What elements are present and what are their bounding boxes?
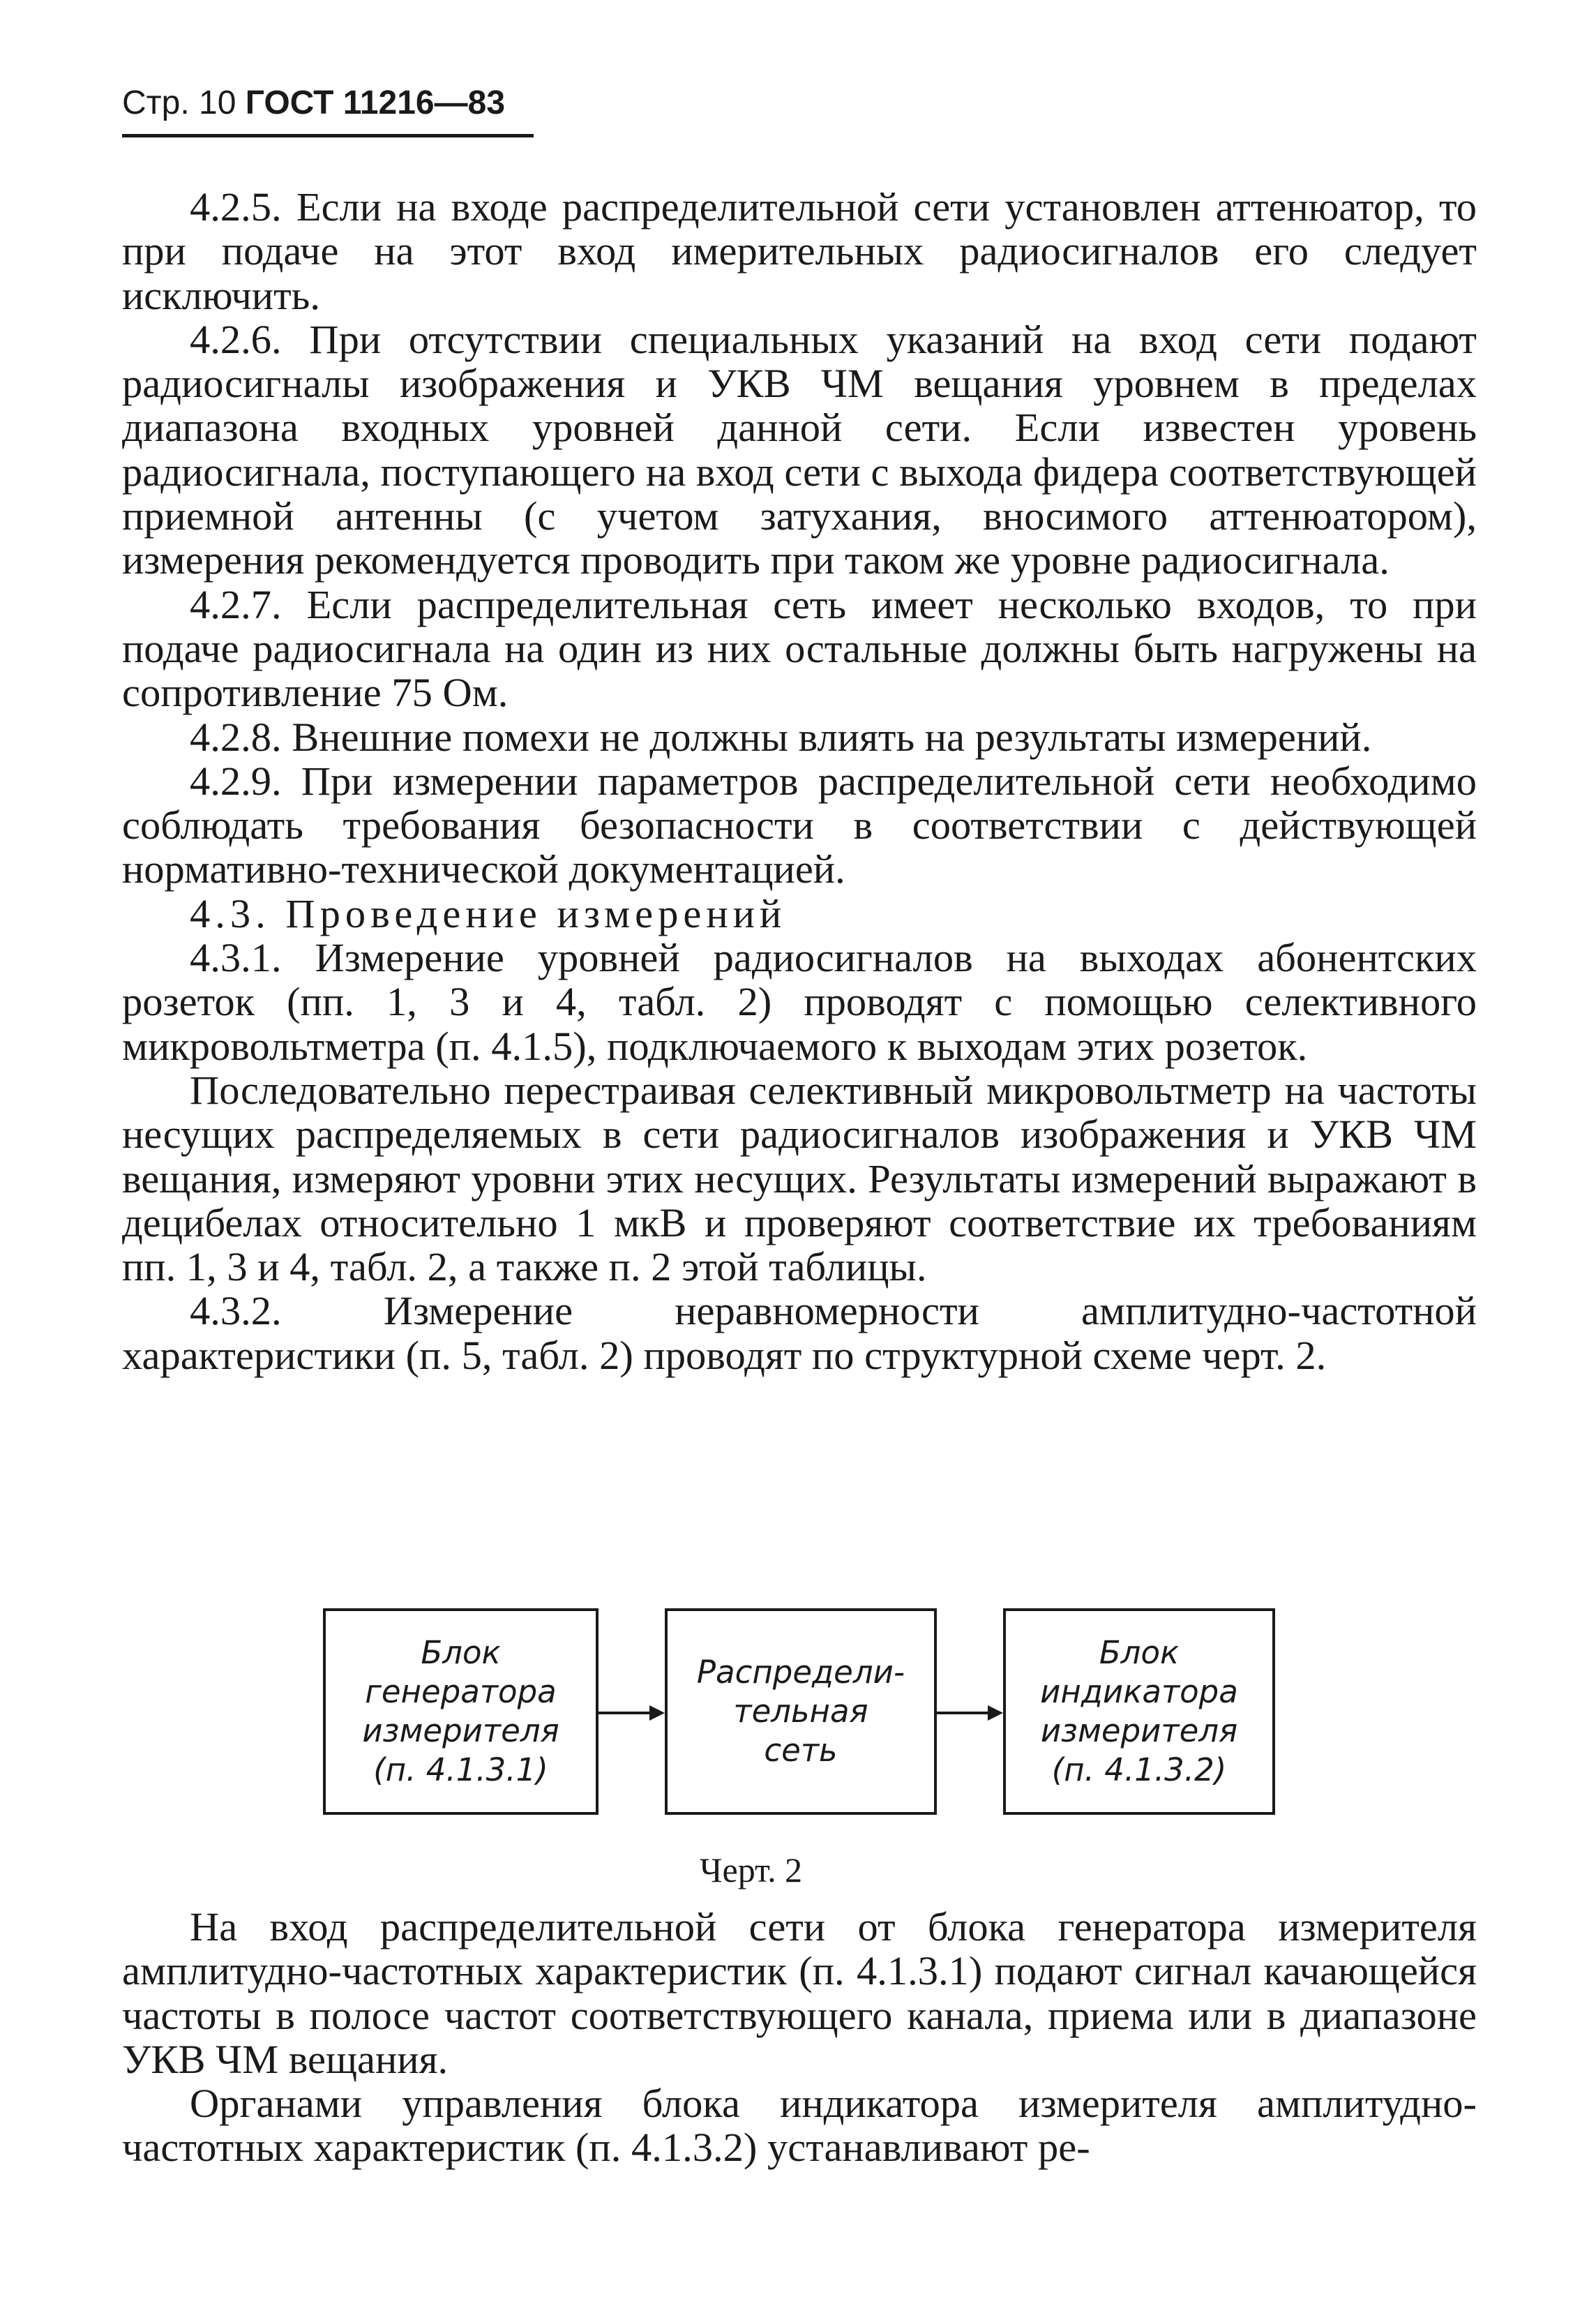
page-header	[122, 82, 505, 124]
standard-number: ГОСТ 11216—83	[245, 84, 506, 121]
paragraph-4-2-6: 4.2.6. При отсутствии специальных указаний на вход сети подают радиосигналы изображения и УКВ ЧМ вещания уровнем в пределах диапазона входных уровней данной сети. Если известен уровень радиосигнала, поступающего на вход сети с выхода фидера соответствующей приемной антенны (с учетом затухания, вносимого аттенюатором), измерения рекомендуется проводить при таком же уровне радиосигнала.	[122, 316, 1477, 583]
distribution-network-block	[665, 1608, 937, 1815]
paragraph-4-2-9: 4.2.9. При измерении параметров распределительной сети необходимо соблюдать требования безопасности в соответствии с действующей нормативно-технической документацией.	[122, 758, 1477, 892]
box-line: индикатора	[1040, 1673, 1238, 1710]
box-line: Блок	[1099, 1634, 1180, 1671]
paragraph-measurement: Последовательно перестраивая селективный микровольтметр на частоты несущих распределяемых в сети радиосигналов изображения и УКВ ЧМ вещания, измеряют уровни этих несущих. Результаты измерений выражают в децибелах относительно 1 мкВ и проверяют соответствие их требованиям пп. 1, 3 и 4, табл. 2, а также п. 2 этой таблицы.	[122, 1067, 1477, 1290]
text-block-bottom	[122, 1905, 1477, 2170]
paragraph-4-2-7: 4.2.7. Если распределительная сеть имеет несколько входов, то при подаче радиосигнала на один из них остальные должны быть нагружены на сопротивление 75 Ом.	[122, 581, 1477, 716]
box-line: сеть	[764, 1732, 838, 1769]
box-line: (п. 4.1.3.1)	[373, 1751, 548, 1788]
box-line: Блок	[421, 1634, 501, 1671]
generator-block	[323, 1608, 598, 1815]
paragraph-generator: На вход распределительной сети от блока генератора измерителя амплитудно-частотных характеристик (п. 4.1.3.1) подают сигнал качающейся частоты в полосе частот соответствующего канала, приема или в диапазоне УКВ ЧМ вещания.	[122, 1904, 1477, 2082]
paragraph-4-2-5: 4.2.5. Если на входе распределительной сети установлен аттенюатор, то при подаче на этот вход имерительных радиосигналов его следует исключить.	[122, 184, 1477, 318]
box-line: измерителя	[362, 1712, 559, 1749]
paragraph-4-3-1: 4.3.1. Измерение уровней радиосигналов на выходах абонентских розеток (пп. 1, 3 и 4, табл. 2) проводят с помощью селективного микровольтметра (п. 4.1.5), подключаемого к выходам этих розеток.	[122, 935, 1477, 1069]
text-block-top	[122, 185, 1477, 1377]
box-line: тельная	[733, 1693, 868, 1730]
box-line: Распредели-	[696, 1654, 905, 1691]
box-line: генератора	[365, 1673, 557, 1710]
paragraph-indicator: Органами управления блока индикатора измерителя амплитудно-частотных характеристик (п. 4.1.3.2) устанавливают ре-	[122, 2081, 1477, 2171]
box-line: измерителя	[1040, 1712, 1238, 1749]
figure-caption: Черт. 2	[700, 1850, 803, 1889]
block-diagram	[323, 1608, 1397, 1818]
paragraph-4-2-8: 4.2.8. Внешние помехи не должны влиять на результаты измерений.	[190, 714, 1372, 760]
indicator-block	[1003, 1608, 1275, 1815]
page-number: Стр. 10	[122, 84, 236, 121]
arrow-right-icon	[598, 1712, 662, 1714]
paragraph-4-3-2: 4.3.2. Измерение неравномерности амплитудно-частотной характеристики (п. 5, табл. 2) проводят по структурной схеме черт. 2.	[122, 1288, 1477, 1378]
section-heading: 4.3. Проведение измерений	[190, 890, 787, 936]
arrow-right-icon	[937, 1712, 1000, 1714]
header-rule	[122, 134, 534, 137]
box-line: (п. 4.1.3.2)	[1051, 1751, 1227, 1788]
